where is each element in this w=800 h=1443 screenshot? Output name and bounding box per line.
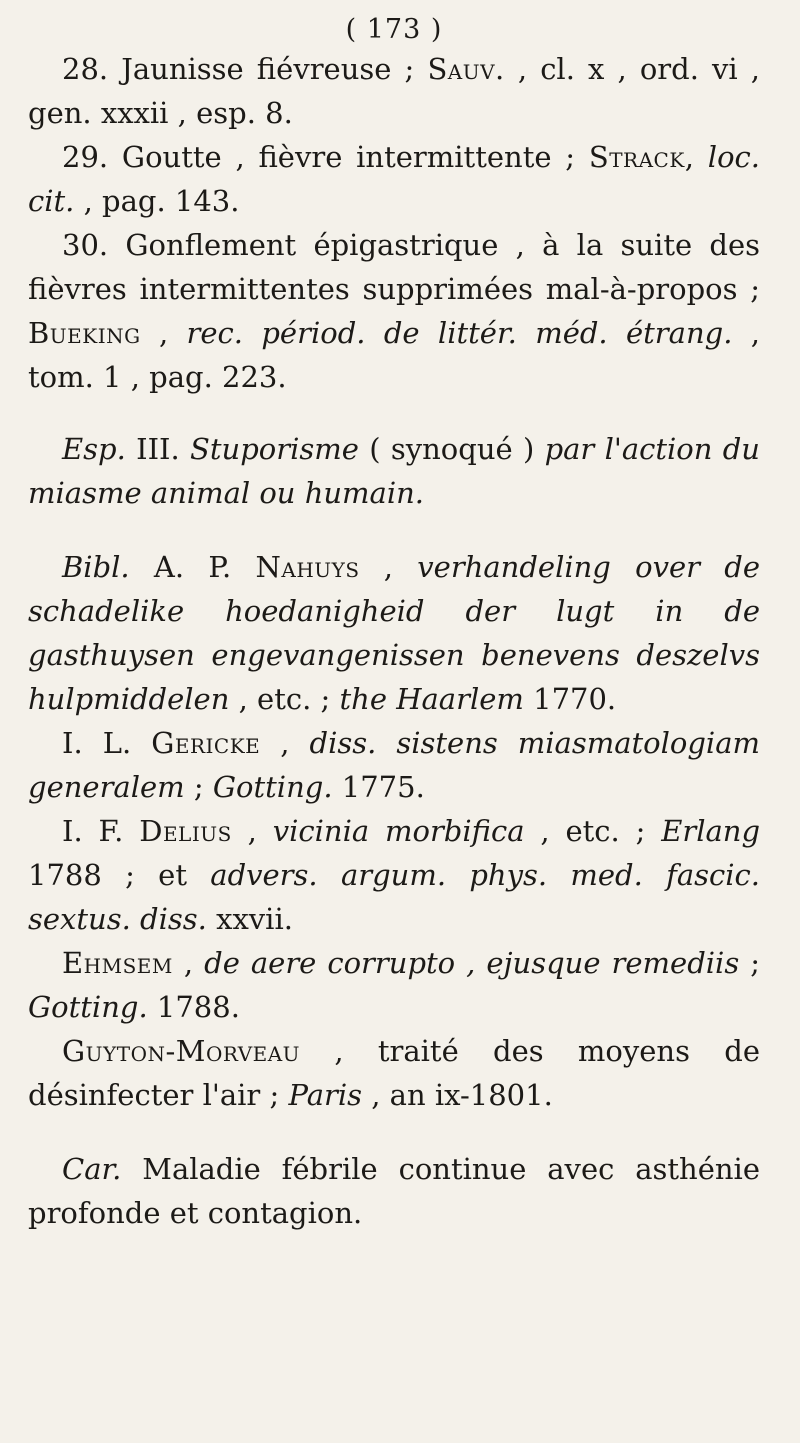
work-title: verhandeling over de schadelike hoedanigheid der lugt in de gasthuysen engevangenissen benevens deszelvs hulpmiddelen bbox=[28, 550, 761, 716]
publication-year: xxvii. bbox=[206, 902, 293, 936]
publication-year: 1775. bbox=[332, 770, 425, 804]
species-heading bbox=[28, 427, 760, 515]
species-synonym: ( synoqué ) bbox=[358, 432, 545, 466]
publication-year: 1770. bbox=[523, 682, 617, 716]
entry-number: 30. bbox=[62, 228, 109, 262]
publication-place: Erlang bbox=[661, 814, 761, 848]
publication-place: Gotting. bbox=[212, 770, 333, 804]
entry-28 bbox=[28, 47, 760, 135]
entry-reference: , cl. x , ord. vi , gen. xxxii , esp. 8. bbox=[28, 52, 761, 130]
bibliography-2: I. L. Gericke , diss. sistens miasmatologiam generalem ; Gotting. 1775. bbox=[28, 726, 760, 804]
character-text: Maladie fébrile continue avec asthénie profonde et contagion. bbox=[28, 1152, 760, 1230]
bibliography-4: Ehmsem , de aere corrupto , ejusque remediis ; Gotting. 1788. bbox=[28, 946, 760, 1024]
work-title: de aere corrupto , ejusque remediis bbox=[204, 946, 740, 980]
bibliography-5 bbox=[28, 1029, 760, 1117]
author-name: Strack bbox=[588, 140, 685, 174]
bibliography-3: I. F. Delius , vicinia morbifica , etc. ; Erlang 1788 ; et advers. argum. phys. med. fascic. sextus. diss. xxvii. bbox=[28, 814, 761, 936]
entry-reference: , tom. 1 , pag. 223. bbox=[28, 316, 760, 394]
entry-reference: , pag. 143. bbox=[74, 184, 240, 218]
publication-year: 1788. bbox=[147, 990, 240, 1024]
entry-29: 29. Goutte , fièvre intermittente ; Strack, loc. cit. , pag. 143. bbox=[28, 140, 760, 218]
work-title-2: advers. argum. phys. med. fascic. sextus. diss. bbox=[28, 858, 760, 936]
work-title: diss. sistens miasmatologiam generalem bbox=[28, 726, 760, 804]
author-name: Gericke bbox=[151, 726, 261, 760]
author-name: Ehmsem bbox=[62, 946, 173, 980]
entry-text: Goutte , fièvre intermittente ; bbox=[121, 140, 589, 174]
character-label: Car. bbox=[62, 1152, 122, 1186]
entry-text: Jaunisse fiévreuse ; bbox=[121, 52, 428, 86]
author-name: Guyton-Morveau bbox=[62, 1034, 301, 1068]
reference-title: loc. cit. bbox=[28, 140, 760, 218]
publication-year: , an ix-1801. bbox=[362, 1078, 553, 1112]
reference-title: rec. périod. de littér. méd. étrang. bbox=[186, 316, 733, 350]
author-name: Bueking bbox=[28, 316, 141, 350]
author-name: Sauv. bbox=[427, 52, 505, 86]
species-description: par l'action du miasme animal ou humain. bbox=[28, 432, 760, 510]
bibliography-label: Bibl. bbox=[62, 550, 130, 584]
publication-place: Paris bbox=[288, 1078, 363, 1112]
entry-number: 29. bbox=[62, 140, 109, 174]
author-name: Delius bbox=[139, 814, 232, 848]
species-name: Stuporisme bbox=[190, 432, 359, 466]
publication-place: the Haarlem bbox=[339, 682, 524, 716]
species-label: Esp. bbox=[62, 432, 126, 466]
bibliography-1: Bibl. A. P. Nahuys , verhandeling over de schadelike hoedanigheid der lugt in de gasthuysen engevangenissen benevens deszelvs hulpmiddelen , etc. ; the Haarlem 1770. bbox=[28, 550, 761, 716]
species-number: III. bbox=[125, 432, 191, 466]
publication-place: Gotting. bbox=[28, 990, 148, 1024]
entry-number: 28. bbox=[62, 52, 109, 86]
entry-text: Gonflement épigastrique , à la suite des fièvres intermittentes supprimées mal-à-propos ; bbox=[28, 228, 761, 306]
work-title: vicinia morbifica bbox=[272, 814, 525, 848]
work-title: , traité des moyens de désinfecter l'air ; bbox=[28, 1034, 760, 1112]
character-section bbox=[28, 1147, 760, 1235]
author-name: Nahuys bbox=[255, 550, 360, 584]
entry-30: 30. Gonflement épigastrique , à la suite des fièvres intermittentes supprimées mal-à-propos ; Bueking , rec. périod. de littér. méd. étrang. , tom. 1 , pag. 223. bbox=[28, 228, 761, 394]
page-number: ( 173 ) bbox=[345, 14, 443, 45]
